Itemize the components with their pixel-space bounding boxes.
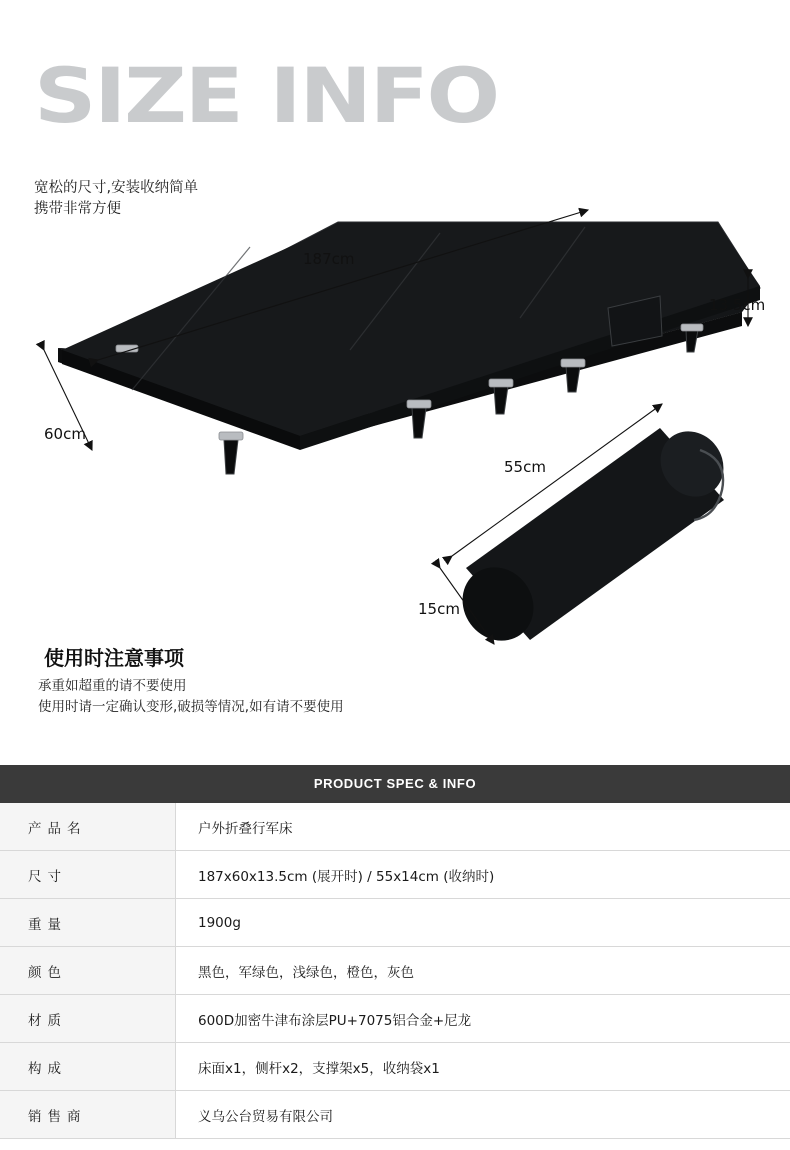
- notice-line-2: 使用时请一定确认变形,破损等情况,如有请不要使用: [38, 699, 344, 715]
- cot-height-label: 13.5cm: [709, 296, 766, 314]
- intro-line-2: 携带非常方便: [34, 201, 121, 217]
- spec-value: 1900g: [176, 899, 790, 947]
- spec-key: 产品名: [0, 803, 176, 851]
- notice-title: 使用时注意事项: [44, 646, 184, 670]
- product-illustration: [0, 200, 790, 650]
- spec-table: [0, 803, 790, 1139]
- spec-key: 构成: [0, 1043, 176, 1091]
- bag-length-label: 55cm: [504, 458, 546, 476]
- table-row: [0, 1043, 790, 1091]
- spec-key: 颜色: [0, 947, 176, 995]
- spec-value: 床面x1，侧杆x2，支撑架x5，收纳袋x1: [176, 1043, 790, 1091]
- spec-key: 重量: [0, 899, 176, 947]
- cot-length-label: 187cm: [303, 250, 355, 268]
- spec-value: 600D加密牛津布涂层PU+7075铝合金+尼龙: [176, 995, 790, 1043]
- spec-value: 户外折叠行军床: [176, 803, 790, 851]
- spec-key: 尺寸: [0, 851, 176, 899]
- table-row: [0, 995, 790, 1043]
- notice-body: [38, 676, 344, 718]
- table-row: [0, 851, 790, 899]
- spec-value: 义乌公台贸易有限公司: [176, 1091, 790, 1139]
- spec-header: PRODUCT SPEC & INFO: [0, 765, 790, 803]
- spec-value: 黑色，军绿色，浅绿色，橙色，灰色: [176, 947, 790, 995]
- table-row: [0, 803, 790, 851]
- table-row: [0, 947, 790, 995]
- table-row: [0, 1091, 790, 1139]
- notice-line-1: 承重如超重的请不要使用: [38, 678, 187, 694]
- cot-width-label: 60cm: [44, 425, 86, 443]
- bag-diameter-label: 15cm: [418, 600, 460, 618]
- spec-key: 销售商: [0, 1091, 176, 1139]
- product-spec-section: [0, 765, 790, 1139]
- carry-bag-illustration: [440, 404, 736, 650]
- spec-value: 187x60x13.5cm (展开时) / 55x14cm (收纳时): [176, 851, 790, 899]
- table-row: [0, 899, 790, 947]
- spec-key: 材质: [0, 995, 176, 1043]
- page-title: SIZE INFO: [34, 51, 498, 140]
- diagram-svg: [0, 200, 790, 650]
- intro-line-1: 宽松的尺寸,安装收纳简单: [34, 180, 199, 196]
